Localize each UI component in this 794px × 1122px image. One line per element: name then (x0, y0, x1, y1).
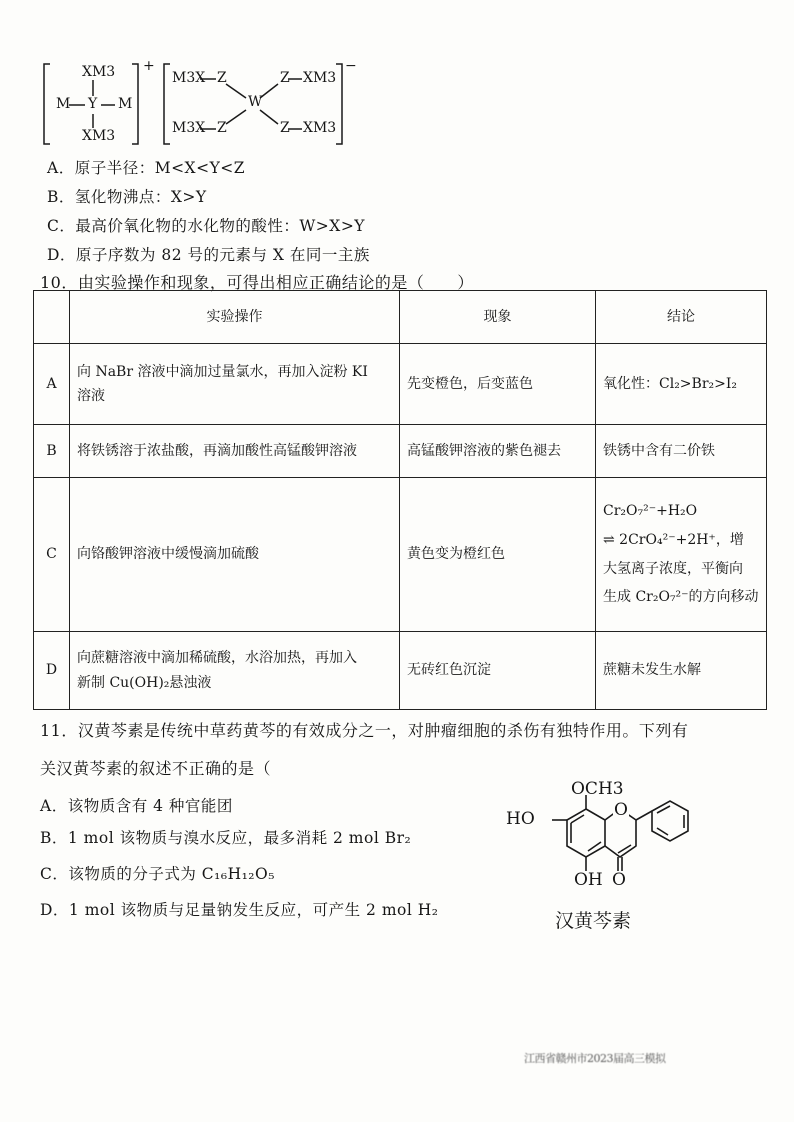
row-operation (70, 344, 400, 425)
row-operation (70, 632, 400, 710)
row-operation (70, 478, 400, 632)
operation-line: 新制 Cu(OH)₂悬浊液 (77, 674, 212, 691)
cation-right-atom: M (118, 96, 133, 112)
conclusion-line: 铁锈中含有二价铁 (603, 442, 715, 459)
conclusion-line: 大氢离子浓度，平衡向 (603, 560, 743, 577)
q10-stem: 10．由实验操作和现象，可得出相应正确结论的是（ ） (40, 273, 474, 292)
cation-bottom-group: XM3 (82, 128, 116, 144)
cation-center-atom: Y (88, 96, 98, 112)
conclusion-line: ⇌ 2CrO₄²⁻+2H⁺，增 (603, 531, 744, 548)
q9-option-d: D．原子序数为 82 号的元素与 X 在同一主族 (47, 246, 370, 264)
experiment-table (33, 290, 767, 710)
conclusion-line: 生成 Cr₂O₇²⁻的方向移动 (603, 589, 759, 606)
anion-top-right-group: XM3 (303, 70, 337, 86)
table-header-id (34, 291, 70, 344)
operation-line: 向蔗糖溶液中滴加稀硫酸，水浴加热，再加入 (77, 650, 357, 666)
row-phenomenon: 高锰酸钾溶液的紫色褪去 (400, 425, 596, 478)
wogonin-name-label: 汉黄芩素 (555, 910, 632, 932)
operation-line: 将铁锈溶于浓盐酸，再滴加酸性高锰酸钾溶液 (77, 442, 357, 459)
q11-option-d: D．1 mol 该物质与足量钠发生反应，可产生 2 mol H₂ (40, 901, 439, 919)
wogonin-keto-oxygen-label: O (612, 870, 626, 890)
q11-option-a: A．该物质含有 4 种官能团 (40, 797, 233, 815)
row-phenomenon: 无砖红色沉淀 (400, 632, 596, 710)
table-header-operation: 实验操作 (70, 291, 400, 344)
table-row (34, 478, 767, 632)
operation-line: 向 NaBr 溶液中滴加过量氯水，再加入淀粉 KI (77, 363, 368, 380)
table-header-row (34, 291, 767, 344)
anion-z1-atom: Z (217, 70, 227, 86)
page-footer: 江西省赣州市2023届高三模拟 (524, 1052, 666, 1065)
anion-charge: − (345, 58, 357, 74)
q9-option-a: A．原子半径：M<X<Y<Z (47, 159, 246, 177)
table-row (34, 425, 767, 478)
table-header-conclusion: 结论 (596, 291, 767, 344)
q11-option-b: B．1 mol 该物质与溴水反应，最多消耗 2 mol Br₂ (40, 829, 412, 847)
cation-charge: + (143, 58, 155, 74)
operation-line: 向铬酸钾溶液中缓慢滴加硫酸 (77, 546, 259, 563)
row-phenomenon: 先变橙色，后变蓝色 (400, 344, 596, 425)
row-conclusion (596, 632, 767, 710)
row-id: B (34, 425, 70, 478)
cation-left-atom: M (56, 96, 71, 112)
anion-center-atom: W (248, 94, 263, 110)
q9-option-c: C．最高价氧化物的水化物的酸性：W>X>Y (47, 217, 366, 235)
conclusion-line: Cr₂O₇²⁻+H₂O (603, 503, 698, 520)
anion-z2-atom: Z (280, 70, 290, 86)
row-conclusion (596, 478, 767, 632)
row-id: C (34, 478, 70, 632)
wogonin-ring-oxygen-label: O (614, 800, 628, 820)
anion-bottom-right-group: XM3 (303, 120, 337, 136)
conclusion-line: 蔗糖未发生水解 (603, 662, 701, 679)
row-conclusion (596, 344, 767, 425)
anion-z3-atom: Z (217, 120, 227, 136)
wogonin-ho-label: HO (506, 809, 535, 829)
anion-top-left-group: M3X (172, 70, 206, 86)
row-conclusion (596, 425, 767, 478)
q11-option-c: C．该物质的分子式为 C₁₆H₁₂O₅ (40, 865, 275, 883)
cation-top-group: XM3 (82, 64, 116, 80)
row-phenomenon: 黄色变为橙红色 (400, 478, 596, 632)
wogonin-och3-label: OCH3 (571, 779, 624, 799)
row-id: A (34, 344, 70, 425)
anion-bottom-left-group: M3X (172, 120, 206, 136)
operation-line: 溶液 (77, 388, 105, 404)
row-operation (70, 425, 400, 478)
row-id: D (34, 632, 70, 710)
conclusion-line: 氧化性：Cl₂>Br₂>I₂ (603, 375, 737, 392)
table-header-phenomenon: 现象 (400, 291, 596, 344)
q11-stem-line1: 11．汉黄芩素是传统中草药黄芩的有效成分之一，对肿瘤细胞的杀伤有独特作用。下列有 (40, 721, 689, 740)
table-row (34, 632, 767, 710)
anion-z4-atom: Z (280, 120, 290, 136)
table-row (34, 344, 767, 425)
q9-option-b: B．氢化物沸点：X>Y (47, 188, 207, 206)
q11-stem-line2: 关汉黄芩素的叙述不正确的是（ (40, 759, 272, 778)
wogonin-oh-label: OH (574, 870, 603, 890)
